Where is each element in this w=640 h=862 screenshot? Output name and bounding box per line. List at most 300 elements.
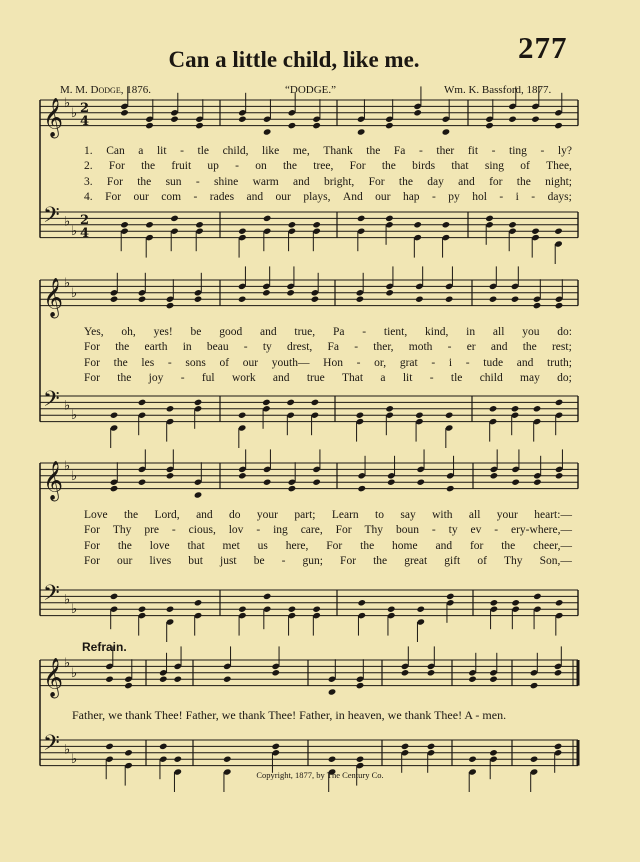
note-head [311, 399, 320, 406]
lyric-syllable: hap [402, 191, 420, 204]
lyric-syllable: - [235, 160, 239, 173]
note-head [489, 749, 498, 756]
copyright-notice: Copyright, 1877, by The Century Co. [256, 770, 384, 780]
note-head [238, 116, 247, 123]
lyric-syllable: For [84, 372, 100, 385]
lyric-syllable: gift [444, 555, 461, 568]
lyric-syllable: - [180, 145, 184, 157]
lyric-syllable: Pa [332, 326, 345, 338]
lyric-syllable: Thy [503, 555, 523, 568]
note-head [357, 215, 366, 222]
lyric-syllable: a [380, 372, 386, 385]
lyric-syllable: - [540, 145, 545, 157]
lyric-syllable: truth; [547, 356, 572, 369]
lyric-syllable: oh, [121, 326, 136, 338]
lyric-syllable: true, [294, 326, 316, 338]
note-head [442, 128, 451, 135]
note-head [385, 405, 394, 412]
lyric-syllable: up [207, 160, 219, 173]
note-head [138, 296, 147, 303]
note-head [357, 599, 366, 606]
lyric-syllable: - [431, 356, 436, 369]
note-head [445, 296, 454, 303]
lyric-syllable: lives [149, 555, 172, 568]
lyric-syllable: moth [408, 341, 433, 354]
hymn-title: Can a little child, like me. [168, 47, 420, 72]
lyric-syllable: drest, [287, 341, 313, 354]
note-head [288, 122, 297, 129]
note-head [385, 215, 394, 222]
note-head [555, 302, 564, 309]
lyric-syllable: kind, [425, 326, 449, 338]
note-head [288, 485, 297, 492]
lyric-syllable: - [499, 191, 504, 204]
note-head [173, 676, 182, 683]
note-head [356, 682, 365, 689]
note-head [387, 479, 396, 486]
lyric-syllable: For [84, 356, 100, 369]
treble-clef-icon: 𝄞 [43, 277, 64, 318]
lyric-syllable: the [522, 341, 537, 354]
lyric-syllable: earth [144, 341, 168, 354]
note-head [555, 599, 564, 606]
note-head [511, 405, 520, 412]
note-head [286, 399, 295, 406]
note-head [311, 296, 320, 303]
note-head [105, 743, 114, 750]
lyric-syllable: - [429, 372, 434, 385]
note-head [263, 479, 272, 486]
note-head [194, 399, 203, 406]
lyric-syllable: the [137, 175, 152, 188]
note-head [312, 606, 321, 613]
lyric-syllable: lit [402, 372, 413, 385]
lyric-syllable: lov [228, 524, 244, 537]
note-head [238, 228, 247, 235]
note-head [145, 122, 154, 129]
lyric-syllable: For [335, 524, 352, 537]
lyric-syllable: the [516, 175, 531, 188]
lyric-syllable: good [219, 326, 243, 338]
lyric-syllable: the [373, 555, 388, 568]
lyric-syllable: yes! [153, 326, 173, 338]
lyric-syllable: For [340, 555, 357, 568]
note-head [489, 405, 498, 412]
lyric-syllable: sun [165, 175, 182, 188]
lyric-syllable: with [432, 509, 453, 521]
lyric-syllable: les [141, 356, 155, 369]
lyric-syllable: and [490, 341, 508, 354]
lyric-syllable: - [256, 524, 261, 537]
note-head [223, 756, 232, 763]
bass-staff [40, 387, 578, 448]
lyric-syllable: Fa [393, 145, 406, 157]
note-head [312, 122, 321, 129]
lyric-syllable: For [84, 524, 100, 537]
refrain-lyric-line: Father, we thank Thee! Father, we thank Thee! Father, in heaven, we thank Thee! A - men. [72, 708, 507, 722]
lyric-syllable: For [84, 341, 100, 354]
note-head [446, 593, 455, 600]
lyric-syllable: For [84, 539, 100, 552]
treble-clef-icon: 𝄞 [43, 460, 64, 501]
note-head [511, 296, 520, 303]
note-head [490, 472, 499, 479]
lyric-syllable: do; [557, 372, 572, 385]
bass-clef-icon: 𝄢 [43, 581, 60, 611]
lyric-syllable: ting [509, 145, 527, 157]
lyric-syllable: grat [399, 356, 418, 369]
note-head [312, 479, 321, 486]
lyric-syllable: our [242, 356, 259, 369]
note-head [446, 485, 455, 492]
lyric-syllable: 4. [84, 191, 93, 204]
lyric-syllable: on [255, 160, 267, 173]
note-head [533, 405, 542, 412]
lyric-syllable: - [167, 356, 172, 369]
lyric-syllable: do: [557, 326, 572, 338]
treble-staff [40, 449, 578, 501]
note-head [415, 296, 424, 303]
lyric-syllable: child, [222, 145, 249, 157]
lyric-syllable: cious, [188, 524, 216, 537]
note-head [159, 743, 168, 750]
lyric-syllable: us [257, 539, 268, 552]
lyric-syllable: child [479, 372, 503, 385]
lyric-syllable: tle [450, 372, 463, 385]
lyric-syllable: - [281, 555, 286, 568]
lyric-line [84, 160, 572, 172]
lyric-syllable: tle [197, 145, 210, 157]
flat-icon: ♭ [64, 96, 71, 112]
note-head [138, 606, 147, 613]
note-head [490, 599, 499, 606]
flat-icon: ♭ [71, 665, 78, 681]
note-head [194, 296, 203, 303]
lyric-syllable: or, [374, 356, 387, 369]
note-head [427, 743, 436, 750]
lyric-syllable: - [362, 326, 367, 338]
note-head [110, 593, 119, 600]
note-head [110, 296, 119, 303]
lyric-syllable: - [491, 145, 496, 157]
lyric-syllable: the [117, 372, 132, 385]
bass-staff [40, 203, 578, 264]
flat-icon: ♭ [64, 459, 71, 475]
note-head [530, 682, 539, 689]
note-head [271, 669, 280, 676]
flat-icon: ♭ [64, 398, 71, 414]
lyric-syllable: - [465, 356, 470, 369]
note-head [554, 669, 563, 676]
note-head [387, 606, 396, 613]
note-head [533, 593, 542, 600]
lyric-syllable: youth— [271, 356, 310, 369]
lyric-syllable: our [275, 191, 291, 204]
note-head [238, 296, 247, 303]
lyric-syllable: great [404, 555, 428, 568]
lyric-syllable: 3. [84, 175, 93, 188]
lyric-syllable: Son,— [539, 555, 572, 568]
lyric-syllable: the [360, 539, 375, 552]
note-head [554, 743, 563, 750]
note-head [124, 682, 133, 689]
note-head [262, 399, 271, 406]
flat-icon: ♭ [64, 656, 71, 672]
note-head [166, 472, 175, 479]
note-head [415, 412, 424, 419]
lyric-syllable: i [448, 356, 453, 369]
note-head [138, 399, 147, 406]
lyric-syllable: py [448, 191, 460, 204]
note-head [531, 228, 540, 235]
note-head [554, 122, 563, 129]
treble-staff [40, 266, 578, 318]
lyric-syllable: in [466, 326, 476, 338]
note-head [508, 221, 517, 228]
note-head [385, 122, 394, 129]
note-head [442, 221, 451, 228]
note-head [194, 491, 203, 498]
lyric-syllable: of [219, 356, 230, 369]
treble-staff [40, 86, 578, 138]
lyric-syllable: the [398, 175, 413, 188]
lyric-syllable: For [106, 175, 123, 188]
lyric-syllable: gun; [302, 555, 323, 568]
lyric-syllable: love [149, 539, 170, 552]
note-head [159, 676, 168, 683]
lyric-syllable: - [356, 356, 361, 369]
tune-name: “DODGE.” [285, 84, 337, 96]
note-head [530, 756, 539, 763]
lyric-syllable: rest; [551, 341, 572, 354]
lyric-syllable: Fa [327, 341, 339, 354]
note-head [263, 128, 272, 135]
bass-clef-icon: 𝄢 [43, 731, 60, 761]
lyric-syllable: That [342, 372, 364, 385]
lyric-syllable: and [196, 509, 213, 521]
lyric-syllable: and [458, 175, 475, 188]
lyric-syllable: hol [472, 191, 487, 204]
lyric-syllable: true [306, 372, 325, 385]
lyric-syllable: and [435, 539, 453, 552]
note-head [195, 221, 204, 228]
lyric-syllable: ther, [373, 341, 394, 354]
lyric-syllable: rades [209, 191, 235, 204]
flat-icon: ♭ [64, 592, 71, 608]
time-signature: 2 [80, 213, 90, 228]
note-head [357, 485, 366, 492]
lyric-syllable: of [477, 555, 487, 568]
lyric-syllable: cheer,— [533, 539, 572, 552]
lyric-syllable: do [229, 509, 241, 521]
lyric-syllable: work [231, 372, 256, 385]
lyric-syllable: home [392, 539, 418, 552]
lyric-syllable: the [115, 341, 130, 354]
lyric-syllable: the [117, 539, 132, 552]
note-head [413, 221, 422, 228]
note-head [263, 593, 272, 600]
lyric-syllable: tree, [313, 160, 334, 173]
flat-icon: ♭ [64, 276, 71, 292]
note-head [511, 599, 520, 606]
lyric-syllable: For [108, 160, 125, 173]
lyric-syllable: joy [148, 372, 164, 385]
lyric-syllable: - [193, 191, 198, 204]
note-head [485, 215, 494, 222]
lyric-syllable: - [354, 341, 359, 354]
note-head [416, 479, 425, 486]
lyric-syllable: be [190, 326, 202, 338]
lyric-syllable: the [381, 160, 396, 173]
note-head [138, 479, 147, 486]
lyric-syllable: fit [467, 145, 479, 157]
lyric-syllable: the [141, 160, 156, 173]
flat-icon: ♭ [71, 468, 78, 484]
flat-icon: ♭ [71, 602, 78, 618]
note-head [124, 749, 133, 756]
lyric-syllable: ful [201, 372, 215, 385]
lyric-syllable: the [501, 539, 516, 552]
composer-credit: Wm. K. Bassford, 1877. [444, 84, 552, 96]
lyric-syllable: Hon [323, 356, 343, 369]
lyric-syllable: for [489, 175, 503, 188]
lyric-syllable: part; [294, 509, 316, 521]
lyric-syllable: - [180, 372, 185, 385]
note-head [533, 479, 542, 486]
note-head [170, 116, 179, 123]
note-head [110, 412, 119, 419]
lyric-syllable: ev [470, 524, 482, 537]
note-head [223, 676, 232, 683]
note-head [356, 412, 365, 419]
note-head [468, 676, 477, 683]
lyric-syllable: a [138, 145, 144, 157]
note-head [286, 289, 295, 296]
note-head [416, 606, 425, 613]
lyric-syllable: ly? [557, 145, 572, 157]
lyric-syllable: er [466, 341, 476, 354]
lyric-syllable: ty [262, 341, 272, 354]
note-head [356, 296, 365, 303]
lyric-syllable: - [432, 191, 436, 204]
lyric-syllable: sons [185, 356, 206, 369]
lyric-syllable: of [520, 160, 530, 173]
note-head [173, 756, 182, 763]
lyric-syllable: - [418, 145, 423, 157]
lyric-line [84, 341, 572, 353]
lyric-syllable: and [260, 326, 277, 338]
note-head [170, 215, 179, 222]
note-head [194, 599, 203, 606]
note-head [110, 485, 119, 492]
lyric-syllable: days; [547, 191, 572, 204]
lyric-syllable: plays, [303, 191, 331, 204]
lyric-syllable: shine [213, 175, 239, 188]
note-head [401, 743, 410, 750]
note-head [508, 116, 517, 123]
lyric-syllable: pre [144, 524, 160, 537]
flat-icon: ♭ [71, 105, 78, 121]
lyric-syllable: Thee, [546, 160, 572, 173]
note-head [356, 756, 365, 763]
note-head [262, 289, 271, 296]
flat-icon: ♭ [71, 752, 78, 768]
lyric-syllable: ery-where,— [511, 524, 572, 537]
note-head [401, 669, 410, 676]
time-signature: 4 [80, 114, 90, 129]
lyric-syllable: - [531, 191, 536, 204]
note-head [271, 743, 280, 750]
lyric-syllable: And [342, 191, 363, 204]
time-signature: 4 [80, 226, 90, 241]
lyric-syllable: boun [395, 524, 419, 537]
note-head [511, 479, 520, 486]
flat-icon: ♭ [71, 224, 78, 240]
lyric-syllable: you [522, 326, 540, 338]
lyric-syllable: our [117, 555, 133, 568]
note-head [445, 412, 454, 419]
note-head [531, 116, 540, 123]
lyric-syllable: but [188, 555, 203, 568]
lyric-line [84, 357, 572, 369]
lyric-syllable: For [326, 539, 343, 552]
lyric-syllable: Learn [331, 509, 359, 521]
note-head [328, 756, 337, 763]
lyric-syllable: care, [300, 524, 323, 537]
flat-icon: ♭ [64, 214, 71, 230]
lyric-syllable: here, [285, 539, 309, 552]
lyric-syllable: our [133, 191, 149, 204]
lyric-syllable: For [84, 555, 100, 568]
lyric-syllable: beau [206, 341, 229, 354]
lyric-line [84, 372, 572, 384]
lyric-syllable: ing [273, 524, 288, 537]
bass-staff [40, 731, 578, 792]
lyric-syllable: and [246, 191, 264, 204]
note-head [263, 215, 272, 222]
lyric-syllable: the [124, 509, 139, 521]
lyric-syllable: say [400, 509, 416, 521]
lyric-syllable: Lord, [154, 509, 180, 521]
note-head [485, 122, 494, 129]
lyric-syllable: the [113, 356, 128, 369]
treble-staff [40, 646, 578, 698]
flat-icon: ♭ [71, 285, 78, 301]
lyric-syllable: heart:— [534, 509, 572, 521]
lyric-syllable: 2. [84, 160, 93, 173]
note-head [145, 221, 154, 228]
lyric-syllable: and [516, 356, 534, 369]
lyric-syllable: - [243, 341, 248, 354]
lyric-syllable: all [492, 326, 505, 338]
lyric-syllable: Thy [112, 524, 132, 537]
lyric-syllable: ther [436, 145, 455, 157]
lyric-syllable: the [366, 145, 381, 157]
note-head [385, 289, 394, 296]
note-head [105, 676, 114, 683]
lyric-syllable: sing [484, 160, 505, 173]
lyric-syllable: - [447, 341, 452, 354]
lyric-syllable: bright, [323, 175, 355, 188]
lyric-line [84, 176, 572, 188]
lyric-syllable: birds [412, 160, 436, 173]
refrain-label: Refrain. [82, 640, 127, 654]
bass-clef-icon: 𝄢 [43, 203, 60, 233]
lyric-syllable: Can [106, 145, 125, 157]
treble-clef-icon: 𝄞 [43, 657, 64, 698]
note-head [195, 122, 204, 129]
bass-staff [40, 581, 578, 642]
